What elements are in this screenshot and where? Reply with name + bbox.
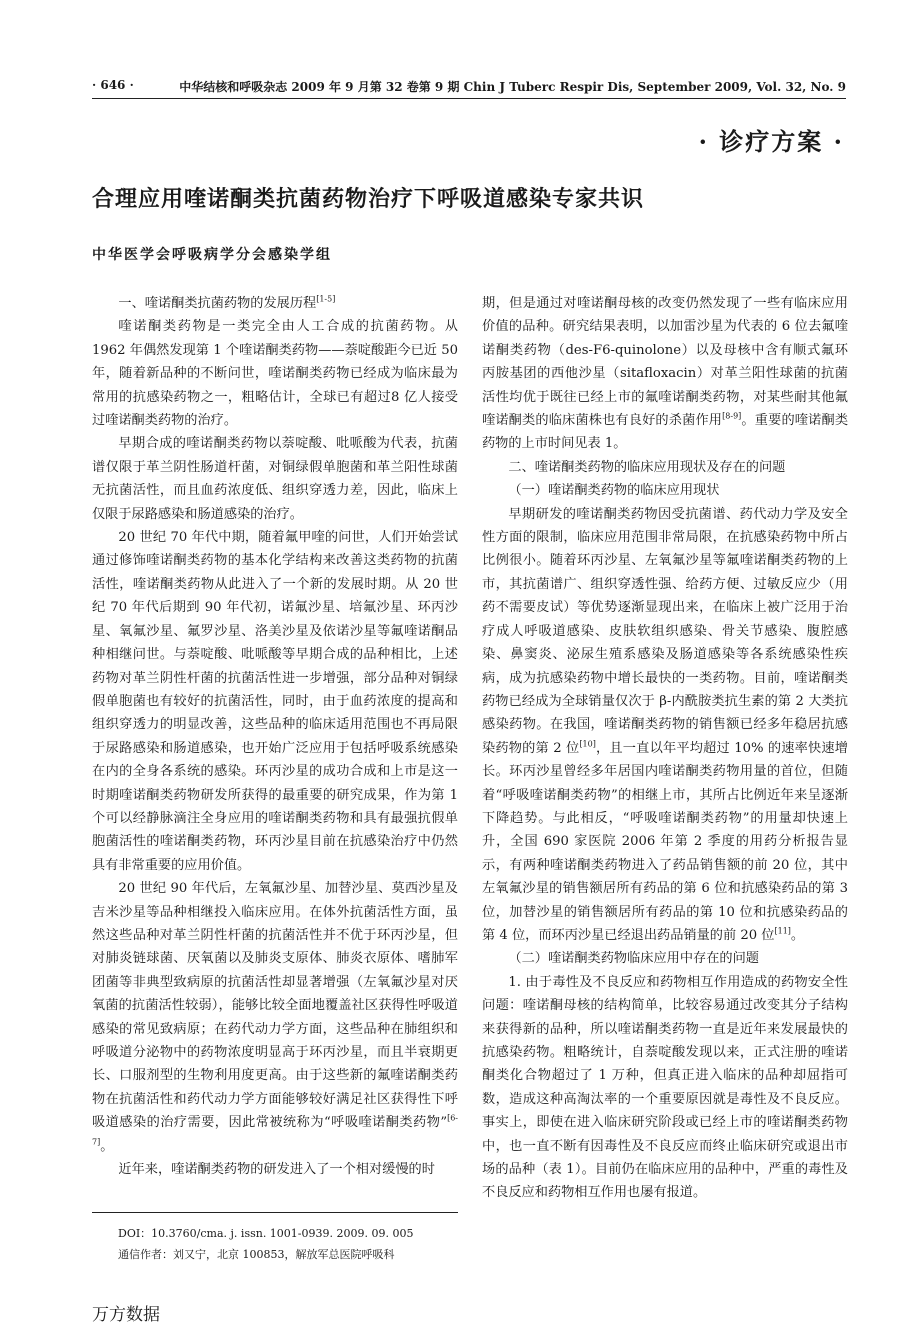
page-number: · 646 · xyxy=(92,78,134,92)
paragraph: 喹诺酮类药物是一类完全由人工合成的抗菌药物。从 1962 年偶然发现第 1 个喹诺酮类药物——萘啶酸距今已近 50 年，随着新品种的不断问世，喹诺酮类药物已经成为临床最为常用的抗感染药物之一，粗略估计，全球已有超过8 亿人接受过喹诺酮类药物的治疗。 xyxy=(92,319,458,429)
paragraph: 20 世纪 70 年代中期，随着氟甲喹的问世，人们开始尝试通过修饰喹诺酮类药物的基本化学结构来改善这类药物的抗菌活性，喹诺酮类药物从此进入了一个新的发展时期。从 20 世纪 70 年代后期到 90 年代初，诺氟沙星、培氟沙星、环丙沙星、氧氟沙星、氟罗沙星、洛美沙星及依诺沙星等氟喹诺酮品种相继问世。与萘啶酸、吡哌酸等早期合成的品种相比，上述药物对革兰阴性杆菌的抗菌活性进一步增强，部分品种对铜绿假单胞菌也有较好的抗菌活性，同时，由于血药浓度的提高和组织穿透力的明显改善，这些品种的临床适用范围也不再局限于尿路感染和肠道感染，也开始广泛应用于包括呼吸系统感染在内的全身各系统的感染。环丙沙星的成功合成和上市是这一时期喹诺酮类药物研发所获得的最重要的研究成果，作为第 1 个可以经静脉滴注全身应用的喹诺酮类药物和具有最强抗假单胞菌活性的喹诺酮类药物，环丙沙星目前在抗感染治疗中仍然具有非常重要的应用价值。 xyxy=(92,530,458,873)
citation-ref: [1-5] xyxy=(316,294,336,304)
right-column xyxy=(482,292,848,1205)
section-label: · 诊疗方案 · xyxy=(698,127,844,156)
footnote xyxy=(92,1212,458,1265)
paragraph: 早期研发的喹诺酮类药物因受抗菌谱、药代动力学及安全性方面的限制，临床应用范围非常局限，在抗感染药物中所占比例很小。随着环丙沙星、左氧氟沙星等氟喹诺酮类药物的上市，其抗菌谱广、组织穿透性强、给药方便、过敏反应少（用药不需要皮试）等优势逐渐显现出来，在临床上被广泛用于治疗成人呼吸道感染、皮肤软组织感染、骨关节感染、腹腔感染、鼻窦炎、泌尿生殖系感染及肠道感染等各系统感染性疾病，成为抗感染药物中增长最快的一类药物。目前，喹诺酮类药物已经成为全球销量仅次于 β-内酰胺类抗生素的第 2 大类抗感染药物。在我国，喹诺酮类药物的销售额已经多年稳居抗感染药物的第 2 位[10]，且一直以年平均超过 10% 的速率快速增长。环丙沙星曾经多年居国内喹诺酮类药物用量的首位，但随着“呼吸喹诺酮类药物”的相继上市，其所占比例近年来呈逐渐下降趋势。与此相反，“呼吸喹诺酮类药物”的用量却快速上升，全国 690 家医院 2006 年第 2 季度的用药分析报告显示，有两种喹诺酮类药物进入了药品销售额的前 20 位，其中左氧氟沙星的销售额居所有药品的第 6 位和抗感染药品的第 3 位，加替沙星的销售额居所有药品的第 10 位和抗感染药品的第 4 位，而环丙沙星已经退出药品销量的前 20 位[11]。 xyxy=(482,506,848,943)
running-header xyxy=(92,74,846,99)
article-author: 中华医学会呼吸病学分会感染学组 xyxy=(92,247,332,263)
journal-citation: 中华结核和呼吸杂志 2009 年 9 月第 32 卷第 9 期 Chin J Tuberc Respir Dis, September 2009, Vol. 32, No. 9 xyxy=(179,80,846,94)
paragraph: 期，但是通过对喹诺酮母核的改变仍然发现了一些有临床应用价值的品种。研究结果表明，以加雷沙星为代表的 6 位去氟喹诺酮类药物（des-F6-quinolone）以及母核中含有顺式氟环丙胺基团的西他沙星（sitafloxacin）对革兰阳性球菌的抗菌活性均优于既往已经上市的氟喹诺酮类药物，对某些耐其他氟喹诺酮类的临床菌株也有良好的杀菌作用[8-9]。重要的喹诺酮类药物的上市时间见表 1。 xyxy=(482,296,849,452)
section-heading-1: 一、喹诺酮类抗菌药物的发展历程[1-5] xyxy=(118,294,336,311)
article-title: 合理应用喹诺酮类抗菌药物治疗下呼吸道感染专家共识 xyxy=(92,187,645,212)
subsection-heading: （二）喹诺酮类药物临床应用中存在的问题 xyxy=(508,951,759,967)
paragraph: 20 世纪 90 年代后，左氧氟沙星、加替沙星、莫西沙星及吉米沙星等品种相继投入临床应用。在体外抗菌活性方面，虽然这些品种对革兰阴性杆菌的抗菌活性并不优于环丙沙星，但对肺炎链球菌、厌氧菌以及肺炎支原体、肺炎衣原体、嗜肺军团菌等非典型致病原的抗菌活性却显著增强（左氧氟沙星对厌氧菌的抗菌活性较弱），能够比较全面地覆盖社区获得性呼吸道感染的常见致病原；在药代动力学方面，这些品种在肺组织和呼吸道分泌物中的药物浓度明显高于环丙沙星，而且半衰期更长、口服剂型的生物利用度更高。由于这些新的氟喹诺酮类药物在抗菌活性和药代动力学方面能够较好满足社区获得性下呼吸道感染的治疗需要，因此常被统称为“呼吸喹诺酮类药物”[6-7]。 xyxy=(92,881,458,1154)
subsection-heading: （一）喹诺酮类药物的临床应用现状 xyxy=(508,483,720,499)
citation-ref: [11] xyxy=(774,926,791,936)
citation-ref: [6-7] xyxy=(92,1113,458,1147)
doi: DOI：10.3760/cma. j. issn. 1001-0939. 2009. 09. 005 xyxy=(118,1227,414,1240)
database-brand: 万方数据 xyxy=(92,1305,160,1325)
citation-ref: [10] xyxy=(579,739,596,749)
left-column xyxy=(92,292,458,1181)
corresponding-author: 通信作者：刘又宁，北京 100853，解放军总医院呼吸科 xyxy=(118,1248,395,1261)
citation-ref: [8-9] xyxy=(722,411,742,421)
paragraph: 近年来，喹诺酮类药物的研发进入了一个相对缓慢的时 xyxy=(118,1162,435,1178)
paragraph: 早期合成的喹诺酮类药物以萘啶酸、吡哌酸为代表，抗菌谱仅限于革兰阴性肠道杆菌，对铜绿假单胞菌和革兰阳性球菌无抗菌活性，而且血药浓度低、组织穿透力差，因此，临床上仅限于尿路感染和肠道感染的治疗。 xyxy=(92,436,458,522)
paragraph: 1. 由于毒性及不良反应和药物相互作用造成的药物安全性问题：喹诺酮母核的结构简单，比较容易通过改变其分子结构来获得新的品种，所以喹诺酮类药物一直是近年来发展最快的抗感染药物。粗略统计，自萘啶酸发现以来，正式注册的喹诺酮类化合物超过了 1 万种，但真正进入临床的品种却屈指可数，造成这种高淘汰率的一个重要原因就是毒性及不良反应。事实上，即使在进入临床研究阶段或已经上市的喹诺酮类药物中，也一直不断有因毒性及不良反应而终止临床研究或退出市场的品种（表 1）。目前仍在临床应用的品种中，严重的毒性及不良反应和药物相互作用也屡有报道。 xyxy=(482,974,848,1201)
section-heading-2: 二、喹诺酮类药物的临床应用现状及存在的问题 xyxy=(508,459,786,475)
